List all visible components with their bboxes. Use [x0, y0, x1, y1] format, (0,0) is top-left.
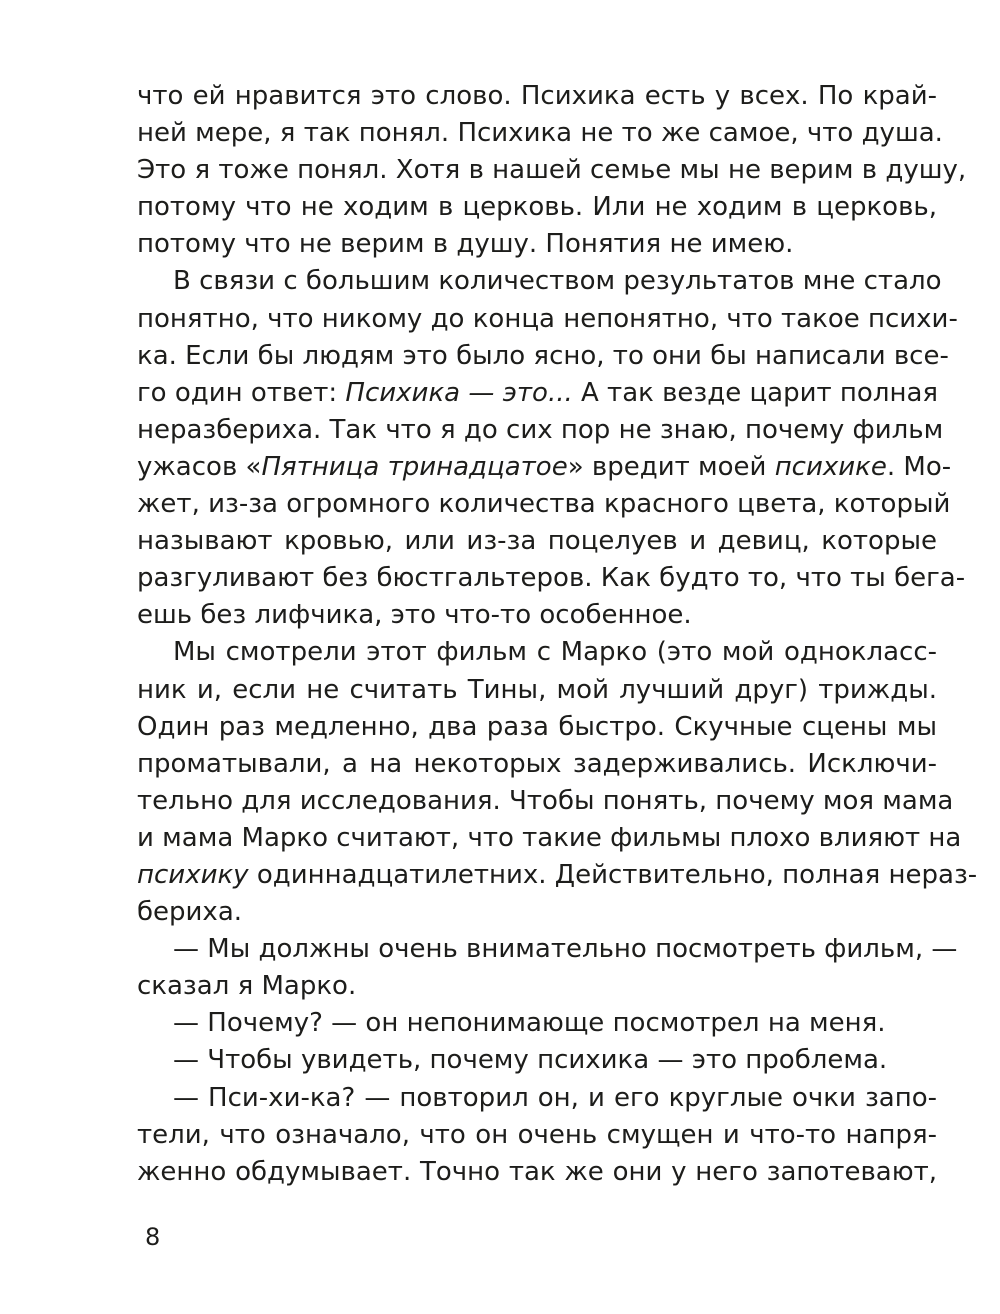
text-line: [137, 597, 937, 634]
text-run: — Мы должны очень внимательно посмотреть фильм, —: [173, 934, 958, 965]
text-run: одиннадцатилетних. Действительно, полная нераз-: [248, 859, 978, 890]
text-run: Один раз медленно, два раза быстро. Скучные сцены мы: [137, 711, 937, 742]
text-line: [137, 709, 937, 746]
italic-text: психику: [137, 859, 249, 890]
book-page-text: [137, 78, 978, 1191]
text-run: А так везде царит полная: [572, 377, 939, 408]
text-run: — Почему? — он непонимающе посмотрел на меня.: [173, 1008, 886, 1039]
text-line: [137, 1117, 937, 1154]
text-run: Это я тоже понял. Хотя в нашей семье мы не верим в душу,: [137, 155, 967, 186]
text-run: тели, что означало, что он очень смущен и что-то напря-: [137, 1119, 937, 1150]
text-line: [137, 78, 937, 115]
text-run: го один ответ:: [137, 377, 346, 408]
text-run: потому что не верим в душу. Понятия не имею.: [137, 229, 794, 260]
text-line: [137, 115, 943, 152]
text-run: Мы смотрели этот фильм с Марко (это мой однокласс-: [173, 637, 937, 668]
italic-text: психике: [774, 451, 887, 482]
text-line: [137, 931, 958, 968]
text-line: [137, 189, 937, 226]
italic-text: Психика — это...: [345, 377, 573, 408]
text-line: [137, 894, 937, 931]
text-run: . Мо-: [886, 451, 952, 482]
text-line: [137, 1005, 937, 1042]
text-run: ней мере, я так понял. Психика не то же самое, что душа.: [137, 118, 943, 149]
text-run: бериха.: [137, 897, 243, 928]
text-run: потому что не ходим в церковь. Или не ходим в церковь,: [137, 192, 937, 223]
text-run: тельно для исследования. Чтобы понять, почему моя мама: [137, 785, 954, 816]
text-run: и мама Марко считают, что такие фильмы плохо влияют на: [137, 822, 962, 853]
text-line: [137, 746, 937, 783]
text-run: В связи с большим количеством результатов мне стало: [173, 266, 942, 297]
text-line: [137, 560, 966, 597]
text-line: [137, 672, 937, 709]
text-line: [137, 1042, 937, 1079]
text-run: неразбериха. Так что я до сих пор не знаю, почему фильм: [137, 414, 944, 445]
text-line: [137, 412, 944, 449]
text-line: [137, 523, 937, 560]
text-line: [137, 634, 937, 671]
text-run: называют кровью, или из-за поцелуев и девиц, которые: [137, 526, 937, 557]
text-run: — Пси-хи-ка? — повторил он, и его круглые очки запо-: [173, 1082, 937, 1113]
text-line: [137, 449, 952, 486]
text-run: что ей нравится это слово. Психика есть у всех. По край-: [137, 81, 937, 111]
text-line: [137, 375, 937, 412]
text-line: [137, 301, 958, 338]
text-line: [137, 152, 967, 189]
text-line: [137, 486, 951, 523]
text-run: ужасов «: [137, 451, 262, 482]
text-run: женно обдумывает. Точно так же они у него запотевают,: [137, 1156, 937, 1187]
italic-text: Пятница тринадцатое: [261, 451, 568, 482]
text-run: ешь без лифчика, это что-то особенное.: [137, 600, 692, 631]
text-line: [137, 783, 954, 820]
text-line: [137, 968, 937, 1005]
text-line: [137, 263, 942, 300]
text-run: » вредит моей: [567, 451, 775, 482]
text-run: — Чтобы увидеть, почему психика — это проблема.: [173, 1045, 888, 1076]
text-line: [137, 226, 937, 263]
page-number: 8: [145, 1223, 161, 1251]
text-line: [137, 820, 962, 857]
text-run: сказал я Марко.: [137, 971, 357, 1002]
text-line: [137, 1080, 937, 1117]
text-run: проматывали, а на некоторых задерживались. Исключи-: [137, 748, 937, 779]
text-run: жет, из-за огромного количества красного цвета, который: [137, 489, 951, 520]
text-line: [137, 857, 978, 894]
text-run: разгуливают без бюстгальтеров. Как будто то, что ты бега-: [137, 563, 966, 594]
text-line: [137, 338, 949, 375]
text-line: [137, 1154, 937, 1191]
text-run: понятно, что никому до конца непонятно, что такое психи-: [137, 303, 958, 334]
text-run: ка. Если бы людям это было ясно, то они бы написали все-: [137, 340, 949, 371]
text-run: ник и, если не считать Тины, мой лучший друг) трижды.: [137, 674, 937, 705]
